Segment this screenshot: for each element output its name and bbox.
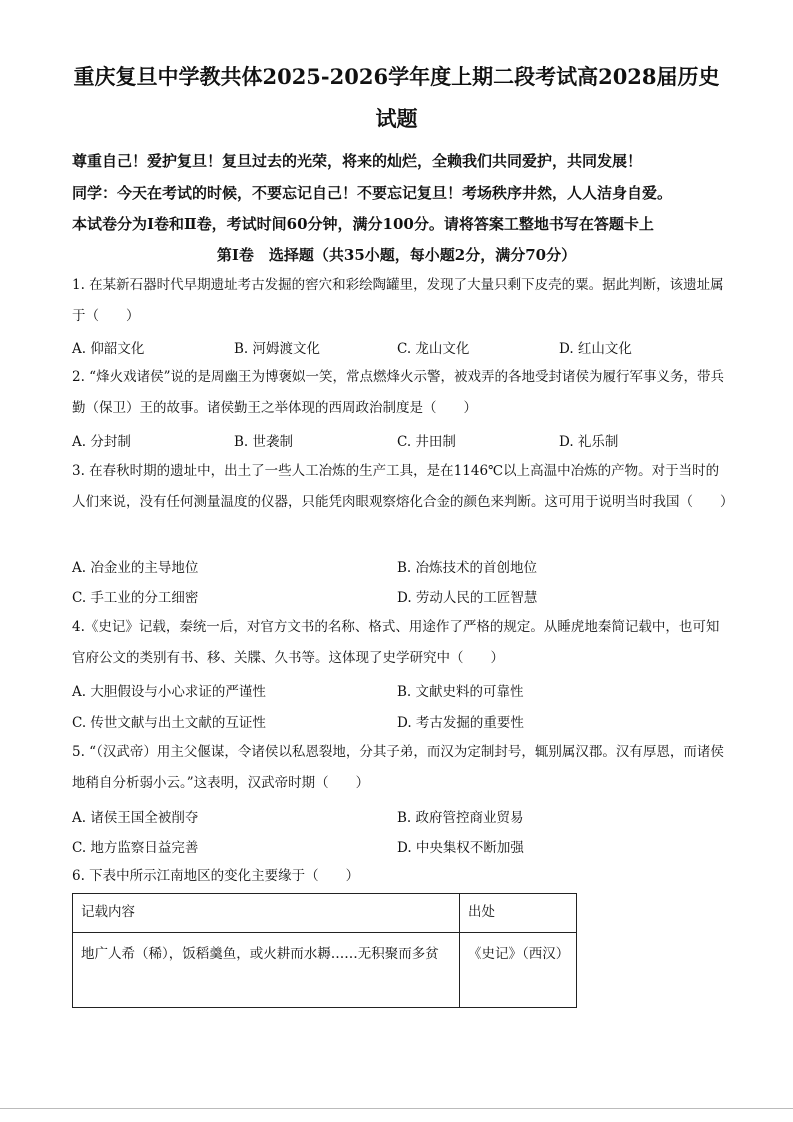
question-2-stem: 2. “烽火戏诸侯”说的是周幽王为博褒姒一笑，常点燃烽火示警，被戏弄的各地受封诸侯为履行军事义务，带兵勤（保卫）王的故事。诸侯勤王之举体现的西周政治制度是（ ） (72, 369, 724, 416)
exam-title-line2: 试题 (375, 106, 418, 131)
table-header-row (73, 894, 577, 933)
q4-option-a: A. 大胆假设与小心求证的严谨性 (72, 684, 266, 700)
q2-option-d: D. 礼乐制 (559, 434, 619, 450)
exam-title-line1: 重庆复旦中学教共体2025-2026学年度上期二段考试高2028届历史 (73, 64, 720, 89)
q5-option-b: B. 政府管控商业贸易 (397, 810, 524, 826)
q1-option-c: C. 龙山文化 (397, 341, 470, 357)
q3-option-a: A. 冶金业的主导地位 (72, 560, 199, 576)
q1-option-b: B. 河姆渡文化 (234, 341, 321, 357)
question-4-stem: 4.《史记》记载，秦统一后，对官方文书的名称、格式、用途作了严格的规定。从睡虎地秦简记载中，也可知官府公文的类别有书、移、关牒、久书等。这体现了史学研究中（ ） (72, 619, 720, 666)
table-cell: 地广人希（稀），饭稻羹鱼，或火耕而水耨……无积聚而多贫 (73, 933, 460, 1008)
section-title: 第Ⅰ卷 选择题（共35小题，每小题2分，满分70分） (216, 246, 577, 264)
q4-option-d: D. 考古发掘的重要性 (397, 715, 524, 731)
school-motto-1: 尊重自己！爱护复旦！复旦过去的光荣，将来的灿烂，全赖我们共同爱护，共同发展！ (72, 152, 643, 170)
q1-option-a: A. 仰韶文化 (72, 341, 145, 357)
table-header-cell: 记载内容 (73, 894, 460, 933)
q3-option-d: D. 劳动人民的工匠智慧 (397, 590, 538, 606)
q2-option-c: C. 井田制 (397, 434, 456, 450)
exam-instructions: 本试卷分为Ⅰ卷和Ⅱ卷，考试时间60分钟，满分100分。请将答案工整地书写在答题卡上 (72, 215, 654, 233)
question-1-stem: 1. 在某新石器时代早期遗址考古发掘的窖穴和彩绘陶罐里，发现了大量只剩下皮壳的粟。据此判断，该遗址属于（ ） (72, 277, 724, 324)
question-6-stem: 6. 下表中所示江南地区的变化主要缘于（ ） (72, 868, 360, 884)
page-bottom-rule (0, 1108, 793, 1109)
q4-option-b: B. 文献史料的可靠性 (397, 684, 524, 700)
table-row (73, 933, 577, 1008)
q4-option-c: C. 传世文献与出土文献的互证性 (72, 715, 266, 731)
table-header-cell: 出处 (460, 894, 577, 933)
q2-option-b: B. 世袭制 (234, 434, 294, 450)
school-motto-2: 同学：今天在考试的时候，不要忘记自己！不要忘记复旦！考场秩序井然，人人洁身自爱。 (72, 184, 673, 202)
q1-option-d: D. 红山文化 (559, 341, 632, 357)
q3-option-c: C. 手工业的分工细密 (72, 590, 199, 606)
q2-option-a: A. 分封制 (72, 434, 131, 450)
q3-option-b: B. 冶炼技术的首创地位 (397, 560, 538, 576)
question-3-stem: 3. 在春秋时期的遗址中，出土了一些人工冶炼的生产工具，是在1146℃以上高温中冶炼的产物。对于当时的人们来说，没有任何测量温度的仪器，只能凭肉眼观察熔化合金的颜色来判断。这可用于说明当时我国（ ） (72, 463, 734, 510)
q5-option-a: A. 诸侯王国全被削夺 (72, 810, 199, 826)
q5-option-d: D. 中央集权不断加强 (397, 840, 524, 856)
question-5-stem: 5. “（汉武帝）用主父偃谋，令诸侯以私恩裂地，分其子弟，而汉为定制封号，辄别属汉郡。汉有厚恩，而诸侯地稍自分析弱小云。”这表明，汉武帝时期（ ） (72, 744, 724, 791)
table-cell: 《史记》（西汉） (460, 933, 577, 1008)
q5-option-c: C. 地方监察日益完善 (72, 840, 199, 856)
question-6-table (72, 893, 577, 1008)
